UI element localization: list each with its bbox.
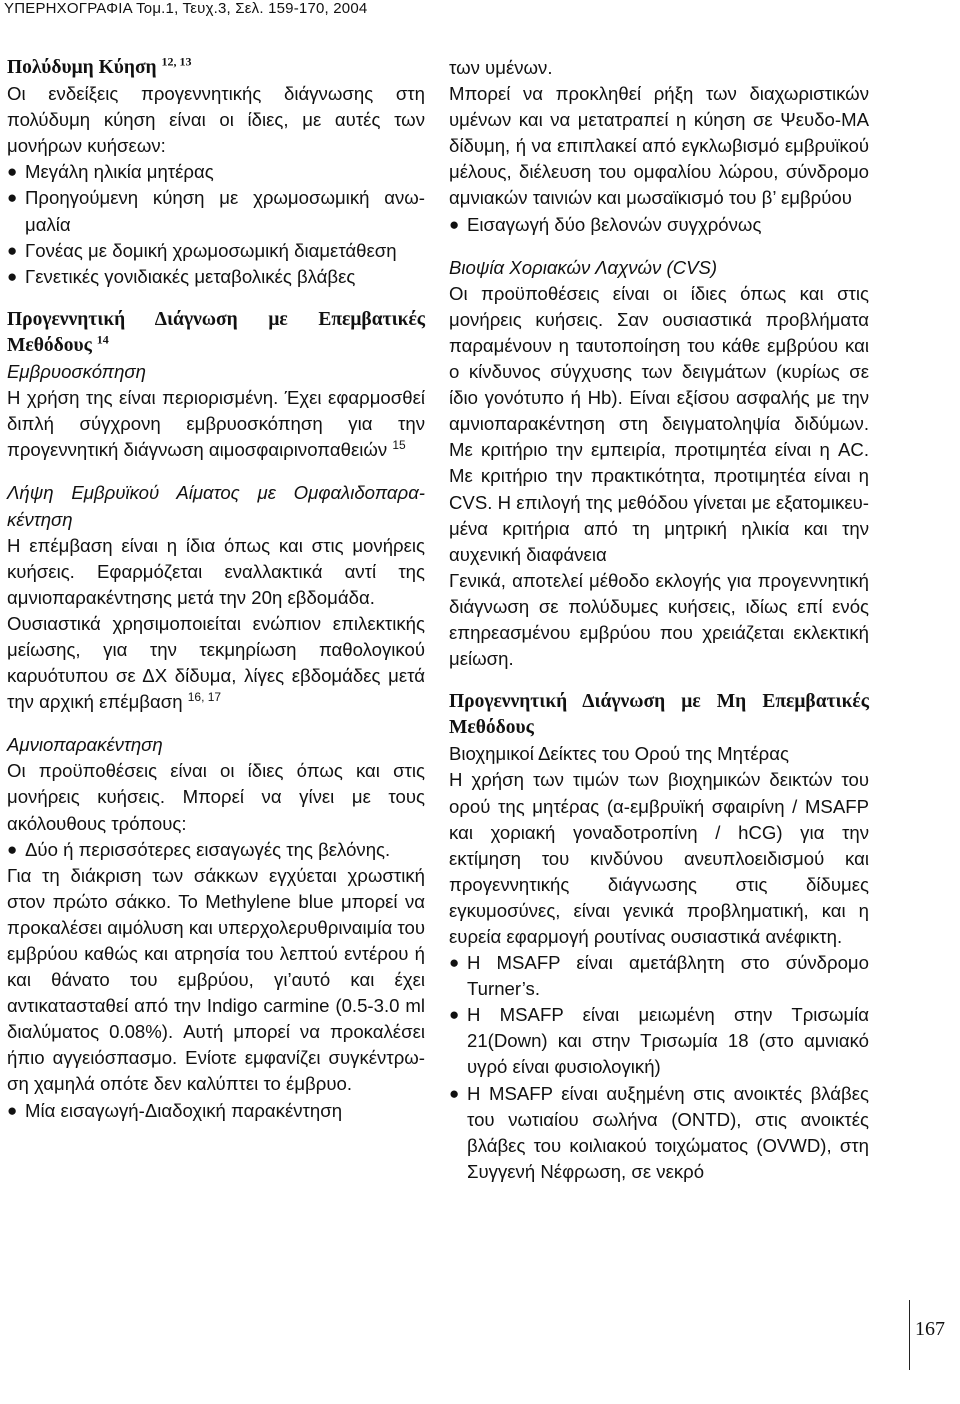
bullet-icon: ● xyxy=(449,1083,460,1103)
list-item: ● Γονέας με δομική χρωμοσωμική διαμετάθεση xyxy=(7,238,425,264)
paragraph: Για τη διάκριση των σάκκων εγχύεται χρωστική στον πρώτο σάκκο. Το Methylene blue μπορεί να προκαλέσει αιμόλυση και υπερχολερυθριναιμία του εμβρύου καθώς και ατρησία του λεπτού εντέρου ή και θάνατο του εμβρύου, γι’αυτό και έχει αντικατασταθεί από την Indigo carmine (0.5-3.0 ml διαλύματος 0.08%). Αυτή μπορεί να προκαλέσει ήπιο αγγειόσπασμο. Ενίοτε εμφανίζει συγκέντρωση χαμηλά οπότε δεν καλύπτει το έμβρυο. xyxy=(7,864,425,1095)
right-column xyxy=(449,55,869,1185)
list-item: ● Η MSAFP είναι μειωμένη στην Τρισωμία 21(Down) και στην Τρισωμία 18 (στο αμνιακό υγρό είναι φυσιολογική) xyxy=(449,1004,869,1078)
paragraph: Οι προϋποθέσεις είναι οι ίδιες όπως και στις μονήρεις κυήσεις. Μπορεί να γίνει με τους ακόλουθους τρόπους: xyxy=(7,760,425,834)
bullet-icon: ● xyxy=(449,1005,460,1025)
subheading-fetoscopy: Εμβρυοσκόπηση xyxy=(7,361,146,383)
paragraph: Η χρήση της είναι περιορισμένη. Έχει εφαρμοσθεί διπλή σύγχρονη εμβρυοσκόπηση για την προγεννητική διάγνωση αιμοσφαιρινοπαθειών $^{15}$ xyxy=(7,387,425,461)
paragraph: Οι ενδείξεις προγεννητικής διάγνωσης στη πολύδυμη κύηση είναι οι ίδιες, με αυτές των μονήρων κυήσεων: xyxy=(7,83,425,157)
list-item: ● Η MSAFP είναι αμετάβλητη στο σύνδρομο Turner’s. xyxy=(449,952,869,1000)
paragraph: Οι προϋποθέσεις είναι οι ίδιες όπως και στις μονήρεις κυήσεις. Σαν ουσιαστικά προβλήματα παραμένουν η ταυτοποίηση του κάθε εμβρύου και ο κίνδυνος σύγχυσης των δειγμάτων (κυρίως σε ίδιο γονότυπο ή Hb). Είναι εξίσου ασφαλής με την αμνιοπαρακέντηση στη δειγματοληψία διδύμων. Με κριτήριο την εμπειρία, προτιμητέα είναι η AC. Με κριτήριο την πρακτικότητα, προτιμητέα είναι η CVS. Η επιλογή της μεθόδου γίνεται με εξατομικευμένα κριτήρια από τη μητρική ηλικία και την αυχενική διαφάνεια xyxy=(449,282,869,565)
list-item: ● Γενετικές γονιδιακές μεταβολικές βλάβες xyxy=(7,264,425,290)
list-item: ● Δύο ή περισσότερες εισαγωγές της βελόνης. xyxy=(7,837,425,863)
subheading-amniocentesis: Αμνιοπαρακέντηση xyxy=(7,734,163,756)
paragraph: Η χρήση των τιμών των βιοχημικών δεικτών του ορού της μητέρας (α-εμβρυϊκή σφαιρίνη / MSAFP και χοριακή γοναδοτροπίνη / hCG) για την εκτίμηση του κινδύνου ανευπλοειδισμού και προγεννητικής διάγνωσης στις δίδυμες εγκυμοσύνες, είναι γενικά προβληματική, και η ευρεία εφαρμογή ρουτίνας ουσιαστικά ανέφικτη. xyxy=(449,769,869,947)
running-head: ΥΠΕΡΗΧΟΓΡΑΦΙΑ Τομ.1, Τευχ.3, Σελ. 159-170, 2004 xyxy=(4,0,368,17)
heading-multiple-pregnancy: Πολύδυμη Κύηση $^{12, 13}$ xyxy=(7,54,192,78)
paragraph: Ουσιαστικά χρησιμοποιείται ενώπιον επιλεκτικής μείωσης, για την τεκμηρίωση παθολογικού καρυότυπου σε ΔΧ δίδυμα, λίγες εβδομάδες μετά την αρχική επέμβαση $^{16, 17}$ xyxy=(7,612,425,713)
bullet-icon: ● xyxy=(7,1100,18,1120)
page-number: 167 xyxy=(915,1318,945,1340)
bullet-icon: ● xyxy=(449,214,460,234)
paragraph: Η επέμβαση είναι η ίδια όπως και στις μονήρεις κυήσεις. Εφαρμόζεται εναλλακτικά αντί της αμνιοπαρακέντησης μετά την 20η εβδομάδα. xyxy=(7,534,425,608)
list-item: ● Η MSAFP είναι αυξημένη στις ανοικτές βλάβες του νωτιαίου σωλήνα (ONTD), στις ανοικτές βλάβες του κοιλιακού τοιχώματος (OVWD), στη Συγγενή Νέφρωση, σε νεκρό xyxy=(449,1082,869,1182)
subheading-biochemical-markers: Βιοχημικοί Δείκτες του Ορού της Μητέρας xyxy=(449,743,789,765)
bullet-icon: ● xyxy=(7,240,18,260)
heading-invasive-methods: Προγεννητική Διάγνωση με Επεμβατικές Μεθόδους $^{14}$ xyxy=(7,308,425,356)
bullet-icon: ● xyxy=(449,953,460,973)
subheading-cvs: Βιοψία Χοριακών Λαχνών (CVS) xyxy=(449,256,718,278)
paragraph: των υμένων. xyxy=(449,57,553,78)
list-item: ● Μεγάλη ηλικία μητέρας xyxy=(7,159,425,185)
bullet-icon: ● xyxy=(7,266,18,286)
list-item: ● Εισαγωγή δύο βελονών συγχρόνως xyxy=(449,212,869,238)
bullet-icon: ● xyxy=(7,162,18,182)
list-item: ● Προηγούμενη κύηση με χρωμοσωμική ανωμαλία xyxy=(7,187,425,235)
page-number-rule xyxy=(909,1300,910,1370)
paragraph: Μπορεί να προκληθεί ρήξη των διαχωριστικών υμένων και να μετατραπεί η κύηση σε Ψευδο-ΜΑ δίδυμη, ή να επιπλακεί από εγκλωβισμό εμβρυϊκού μέλους, διέλευση του ομφαλίου λώρου, σύνδρομο αμνιακών ταινιών και μωσαϊκισμό του β’ εμβρύου xyxy=(449,83,869,209)
list-item: ● Μία εισαγωγή-Διαδοχική παρακέντηση xyxy=(7,1098,425,1124)
heading-noninvasive-methods: Προγεννητική Διάγνωση με Μη Επεμβατικές Μεθόδους xyxy=(449,691,869,739)
bullet-icon: ● xyxy=(7,839,18,859)
left-column xyxy=(7,55,425,1124)
subheading-cordocentesis: Λήψη Εμβρυϊκού Αίματος με Ομφαλιδοπαρακέντηση xyxy=(7,482,425,530)
bullet-icon: ● xyxy=(7,188,18,208)
paragraph: Γενικά, αποτελεί μέθοδο εκλογής για προγεννητική διάγνωση σε πολύδυμες κυήσεις, ιδίως επί ενός επηρεασμένου εμβρύου που χρειάζεται εκλεκτική μείωση. xyxy=(449,569,869,670)
